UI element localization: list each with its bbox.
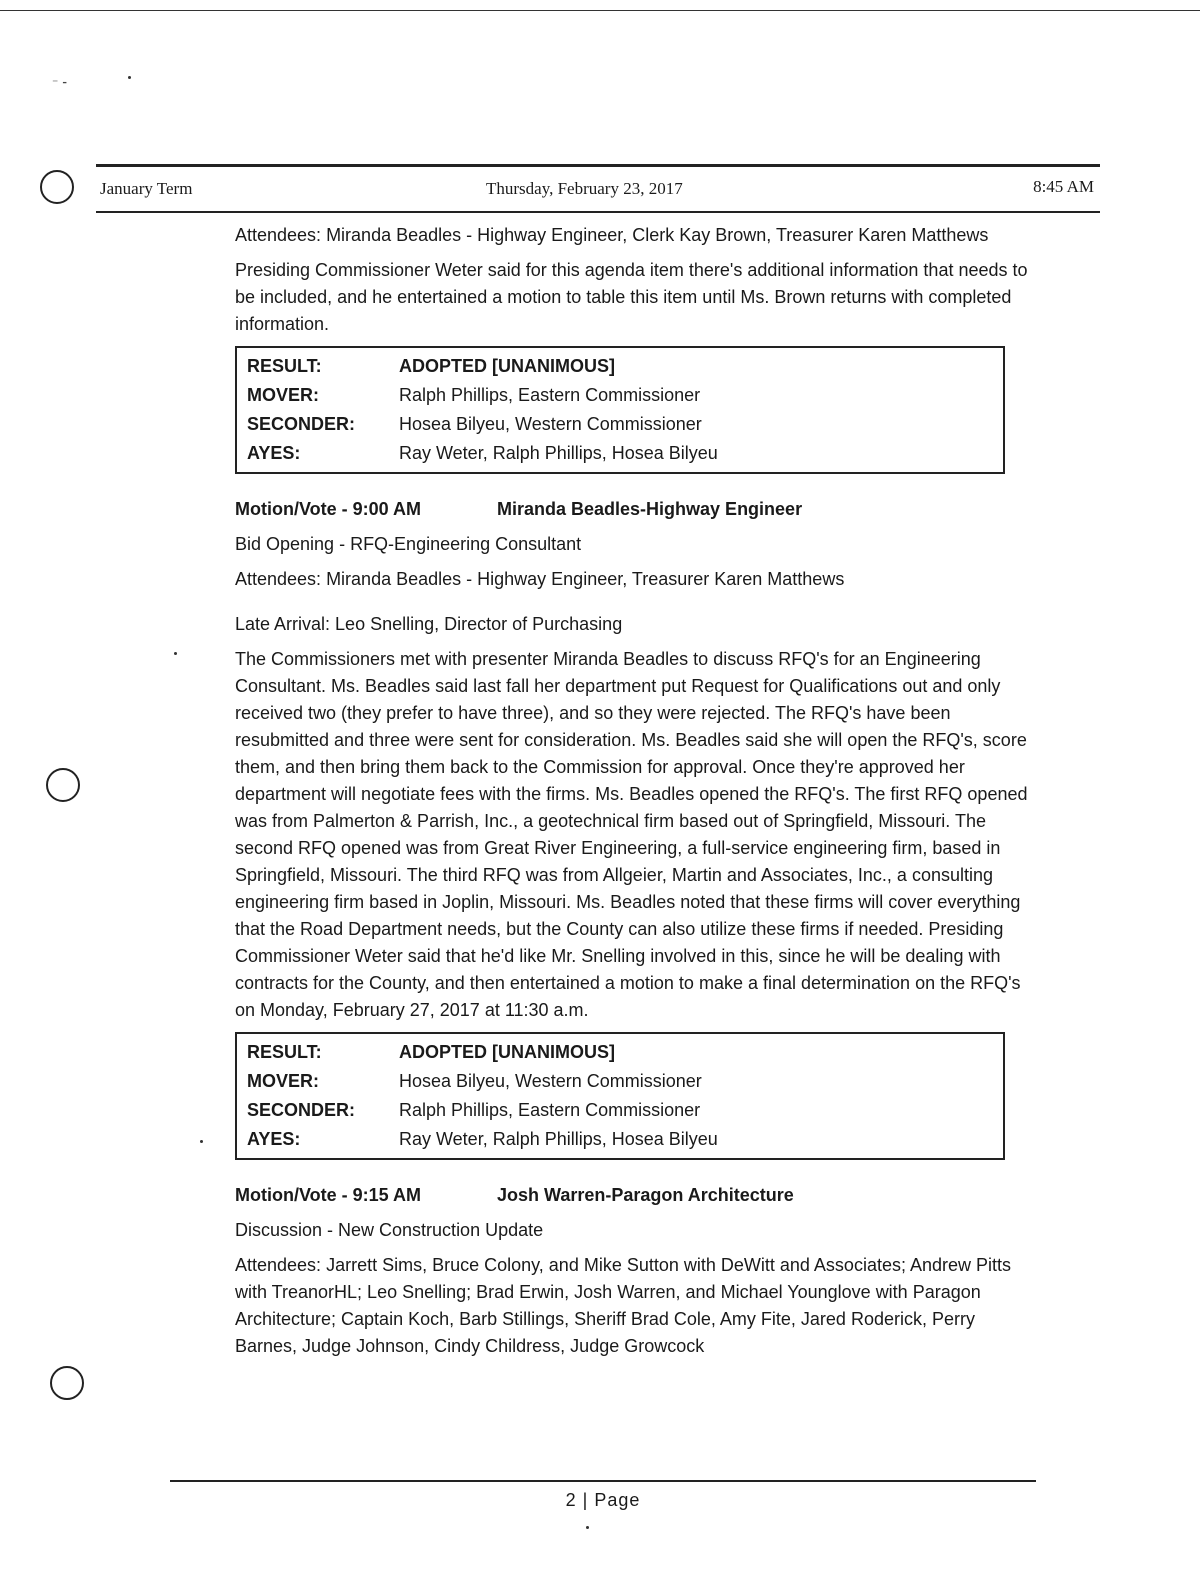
item2-vote-table: [235, 1032, 1005, 1160]
vote-mover-row: [247, 1067, 993, 1096]
minutes-body: [235, 222, 1035, 1368]
item2-body: The Commissioners met with presenter Miranda Beadles to discuss RFQ's for an Engineering Consultant. Ms. Beadles said last fall her department put Request for Qualifications out and only received two (they prefer to have three), and so they were rejected. The RFQ's have been resubmitted and three were sent for consideration. Ms. Beadles said she will open the RFQ's, score them, and then bring them back to the Commission for approval. Once they're approved her department will negotiate fees with the firms. Ms. Beadles opened the RFQ's. The first RFQ opened was from Palmerton & Parrish, Inc., a geotechnical firm based out of Springfield, Missouri. The second RFQ opened was from Great River Engineering, a full-service engineering firm, based in Springfield, Missouri. The third RFQ was from Allgeier, Martin and Associates, Inc., a consulting engineering firm based in Joplin, Missouri. Ms. Beadles noted that these firms will cover everything that the Road Department needs, but the County can also utilize these firms if needed. Presiding Commissioner Weter said that he'd like Mr. Snelling involved in this, since he will be dealing with contracts for the County, and then entertained a motion to make a final determination on the RFQ's on Monday, February 27, 2017 at 11:30 a.m.: [235, 649, 1028, 1020]
scan-artifact-dot: [200, 1140, 203, 1143]
vote-mover-label: MOVER:: [247, 1071, 319, 1091]
item3-topic: Discussion - New Construction Update: [235, 1220, 544, 1240]
vote-result-label: RESULT:: [247, 356, 322, 376]
vote-mover-label: MOVER:: [247, 385, 319, 405]
page-number: 2 | Page: [565, 1490, 641, 1510]
punch-hole-top: [40, 170, 74, 204]
vote-seconder-value: Hosea Bilyeu, Western Commissioner: [399, 414, 702, 434]
item2-time: Motion/Vote - 9:00 AM: [235, 499, 421, 519]
item2-attendees: Attendees: Miranda Beadles - Highway Engineer, Treasurer Karen Matthews: [235, 569, 845, 589]
vote-ayes-row: [247, 1125, 993, 1154]
vote-ayes-value: Ray Weter, Ralph Phillips, Hosea Bilyeu: [399, 1129, 718, 1149]
scan-artifact-dot: [586, 1526, 589, 1529]
vote-seconder-row: [247, 410, 993, 439]
vote-seconder-value: Ralph Phillips, Eastern Commissioner: [399, 1100, 701, 1120]
vote-ayes-label: AYES:: [247, 1129, 301, 1149]
vote-mover-value: Hosea Bilyeu, Western Commissioner: [399, 1071, 702, 1091]
vote-seconder-row: [247, 1096, 993, 1125]
scan-top-edge-line: [0, 10, 1200, 11]
vote-result-value: ADOPTED [UNANIMOUS]: [399, 1042, 615, 1062]
vote-mover-value: Ralph Phillips, Eastern Commissioner: [399, 385, 701, 405]
vote-seconder-label: SECONDER:: [247, 1100, 356, 1120]
vote-mover-row: [247, 381, 993, 410]
punch-hole-middle: [46, 768, 80, 802]
punch-hole-bottom: [50, 1366, 84, 1400]
vote-ayes-row: [247, 439, 993, 468]
item2-late-arrival: Late Arrival: Leo Snelling, Director of Purchasing: [235, 614, 623, 634]
item1-body: Presiding Commissioner Weter said for this agenda item there's additional information that needs to be included, and he entertained a motion to table this item until Ms. Brown returns with completed information.: [235, 260, 1028, 334]
item1-attendees: Attendees: Miranda Beadles - Highway Engineer, Clerk Kay Brown, Treasurer Karen Matthews: [235, 225, 989, 245]
vote-result-row: [247, 1038, 993, 1067]
header-time: 8:45 AM: [1033, 177, 1094, 196]
item3-presenter: Josh Warren-Paragon Architecture: [497, 1185, 794, 1205]
header-term: January Term: [100, 179, 193, 198]
header-date: Thursday, February 23, 2017: [486, 179, 683, 198]
vote-ayes-label: AYES:: [247, 443, 301, 463]
item2-heading: [235, 496, 1035, 523]
page-footer: [170, 1480, 1036, 1511]
vote-ayes-value: Ray Weter, Ralph Phillips, Hosea Bilyeu: [399, 443, 718, 463]
document-header: [96, 164, 1100, 213]
vote-result-value: ADOPTED [UNANIMOUS]: [399, 356, 615, 376]
item3-time: Motion/Vote - 9:15 AM: [235, 1185, 421, 1205]
scan-artifact-dot: [174, 652, 177, 655]
item2-topic: Bid Opening - RFQ-Engineering Consultant: [235, 534, 582, 554]
item1-vote-table: [235, 346, 1005, 474]
item3-attendees: Attendees: Jarrett Sims, Bruce Colony, and Mike Sutton with DeWitt and Associates; Andrew Pitts with TreanorHL; Leo Snelling; Brad Erwin, Josh Warren, and Michael Younglove with Paragon Architecture; Captain Koch, Barb Stillings, Sheriff Brad Cole, Amy Fite, Jared Roderick, Perry Barnes, Judge Johnson, Cindy Childress, Judge Growcock: [235, 1255, 1012, 1356]
vote-result-label: RESULT:: [247, 1042, 322, 1062]
vote-seconder-label: SECONDER:: [247, 414, 356, 434]
item2-presenter: Miranda Beadles-Highway Engineer: [497, 499, 803, 519]
scan-artifact-dot: [128, 76, 131, 79]
vote-result-row: [247, 352, 993, 381]
scan-artifact-mark: ⁻ ⁃: [52, 76, 68, 90]
item3-heading: [235, 1182, 1035, 1209]
